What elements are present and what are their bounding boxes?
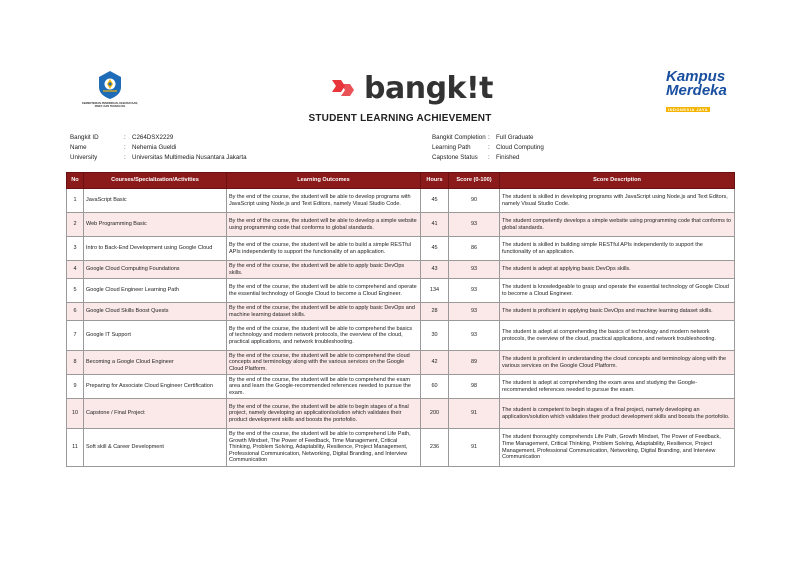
table-row: [67, 261, 735, 279]
cell-outcome: By the end of the course, the student will be able to comprehend the basics of technology and modern network protocols, the overview of the cloud, practical applications, and network troubleshooting.: [227, 321, 421, 351]
info-key: Capstone Status: [432, 153, 478, 161]
cell-course: Intro to Back-End Development using Google Cloud: [84, 237, 227, 261]
header-no: No: [67, 173, 84, 189]
cell-description: The student is adept at comprehending the basics of technology and modern network protocols, the overview of the cloud, practical applications, and network troubleshooting.: [500, 321, 735, 351]
cell-outcome: By the end of the course, the student will be able to comprehend Life Path, Growth Mindset, The Power of Feedback, Time Management, Critical Thinking, Problem Solving, Adaptability, Resilience, Project Management, Professional Communication, Networking, Digital Branding, and Interview Communication: [227, 429, 421, 467]
cell-course: JavaScript Basic: [84, 189, 227, 213]
info-value: Nehemia Gueldi: [132, 143, 177, 151]
cell-no: 1: [67, 189, 84, 213]
table-row: [67, 351, 735, 375]
kampus-logo-line2: Merdeka: [666, 82, 727, 99]
cell-course: Google IT Support: [84, 321, 227, 351]
cell-hours: 43: [421, 261, 449, 279]
cell-score: 93: [449, 321, 500, 351]
cell-score: 90: [449, 189, 500, 213]
cell-score: 91: [449, 399, 500, 429]
ministry-logo: [80, 70, 140, 108]
cell-description: The student is knowledgeable to grasp and operate the essential technology of Google Cloud to become a Cloud Engineer.: [500, 279, 735, 303]
info-row-university: [70, 152, 247, 162]
header-course: Courses/Specialization/Activities: [84, 173, 227, 189]
info-value: Cloud Computing: [496, 143, 544, 151]
info-colon: :: [488, 133, 490, 141]
table-row: [67, 213, 735, 237]
cell-hours: 200: [421, 399, 449, 429]
cell-description: The student competently develops a simple website using programming code that conforms to global standards.: [500, 213, 735, 237]
table-row: [67, 237, 735, 261]
cell-description: The student thoroughly comprehends Life Path, Growth Mindset, The Power of Feedback, Time Management, Critical Thinking, Problem Solving, Adaptability, Resilience, Project Management, Professional Communication, Networking, Digital Branding, and Interview Communication: [500, 429, 735, 467]
ministry-logo-text-line2: RISET, DAN TEKNOLOGI: [94, 105, 126, 109]
info-key: Bangkit ID: [70, 133, 99, 141]
table-row: [67, 375, 735, 399]
achievement-table: [66, 172, 735, 467]
info-value: Full Graduate: [496, 133, 534, 141]
cell-outcome: By the end of the course, the student will be able to apply basic DevOps skills.: [227, 261, 421, 279]
cell-hours: 45: [421, 189, 449, 213]
table-row: [67, 429, 735, 467]
cell-hours: 60: [421, 375, 449, 399]
cell-description: The student is adept at comprehending the exam area and studying the Google-recommended references needed to pursue the exam.: [500, 375, 735, 399]
cell-score: 89: [449, 351, 500, 375]
cell-no: 3: [67, 237, 84, 261]
cell-hours: 30: [421, 321, 449, 351]
info-key: University: [70, 153, 98, 161]
cell-score: 93: [449, 213, 500, 237]
info-key: Learning Path: [432, 143, 471, 151]
cell-outcome: By the end of the course, the student will be able to develop programs with JavaScript using Node.js and Text Editors, namely Visual Studio Code.: [227, 189, 421, 213]
table-header-row: [67, 173, 735, 189]
bangkit-mark-icon: [330, 75, 356, 101]
cell-course: Becoming a Google Cloud Engineer: [84, 351, 227, 375]
cell-course: Soft skill & Career Development: [84, 429, 227, 467]
header-hours: Hours: [421, 173, 449, 189]
cell-hours: 28: [421, 303, 449, 321]
cell-outcome: By the end of the course, the student will be able to comprehend and operate the essential technology of Google Cloud to become a Cloud Engineer.: [227, 279, 421, 303]
info-colon: :: [488, 143, 490, 151]
cell-outcome: By the end of the course, the student will be able to build a simple RESTful APIs independently to support the functionality of an application.: [227, 237, 421, 261]
tut-wuri-handayani-emblem-icon: [97, 70, 123, 100]
kampus-logo-line3: INDONESIA JAYA: [668, 107, 709, 112]
cell-no: 4: [67, 261, 84, 279]
cell-no: 10: [67, 399, 84, 429]
info-row-learning-path: [432, 142, 544, 152]
cell-description: The student is skilled in building simple RESTful APIs independently to support the functionality of an application.: [500, 237, 735, 261]
info-key: Bangkit Completion: [432, 133, 486, 141]
cell-description: The student is adept at applying basic DevOps skills.: [500, 261, 735, 279]
info-value: Finished: [496, 153, 520, 161]
table-row: [67, 321, 735, 351]
cell-no: 2: [67, 213, 84, 237]
header-score: Score (0-100): [449, 173, 500, 189]
cell-description: The student is proficient in applying basic DevOps and machine learning dataset skills.: [500, 303, 735, 321]
bangkit-wordmark: bangk!t: [364, 70, 494, 106]
table-row: [67, 303, 735, 321]
info-row-completion: [432, 132, 544, 142]
cell-description: The student is proficient in understanding the cloud concepts and terminology along with the various services on the Google Cloud Platform.: [500, 351, 735, 375]
cell-no: 11: [67, 429, 84, 467]
cell-course: Google Cloud Engineer Learning Path: [84, 279, 227, 303]
cell-score: 93: [449, 279, 500, 303]
cell-hours: 45: [421, 237, 449, 261]
cell-course: Google Cloud Computing Foundations: [84, 261, 227, 279]
cell-no: 5: [67, 279, 84, 303]
cell-score: 91: [449, 429, 500, 467]
table-row: [67, 189, 735, 213]
cell-course: Google Cloud Skills Boost Quests: [84, 303, 227, 321]
cell-course: Preparing for Associate Cloud Engineer Certification: [84, 375, 227, 399]
cell-outcome: By the end of the course, the student will be able to comprehend the cloud concepts and terminology along with the various services on the Google Cloud Platform.: [227, 351, 421, 375]
info-row-bangkit-id: [70, 132, 247, 142]
cell-outcome: By the end of the course, the student will be able to apply basic DevOps and machine learning dataset skills.: [227, 303, 421, 321]
cell-score: 93: [449, 261, 500, 279]
info-value: Universitas Multimedia Nusantara Jakarta: [132, 153, 247, 161]
cell-no: 8: [67, 351, 84, 375]
header-outcome: Learning Outcomes: [227, 173, 421, 189]
student-info-right: [432, 132, 544, 162]
kampus-merdeka-logo: [666, 70, 736, 116]
info-row-name: [70, 142, 247, 152]
cell-score: 93: [449, 303, 500, 321]
cell-outcome: By the end of the course, the student will be able to begin stages of a final project, namely developing an application/solution which validates their product development skills and boosts the portofolio.: [227, 399, 421, 429]
cell-hours: 41: [421, 213, 449, 237]
cell-course: Web Programming Basic: [84, 213, 227, 237]
cell-score: 86: [449, 237, 500, 261]
page-title: STUDENT LEARNING ACHIEVEMENT: [308, 113, 492, 124]
info-value: C264DSX2229: [132, 133, 174, 141]
cell-description: The student is skilled in developing programs with JavaScript using Node.js and Text Editors, namely Visual Studio Code.: [500, 189, 735, 213]
cell-no: 7: [67, 321, 84, 351]
header-description: Score Description: [500, 173, 735, 189]
cell-outcome: By the end of the course, the student will be able to develop a simple website using programming code that conforms to global standards.: [227, 213, 421, 237]
info-colon: :: [124, 143, 126, 151]
kampus-logo-line1: Kampus: [666, 68, 726, 85]
cell-description: The student is competent to begin stages of a final project, namely developing an application/solution which validates their product development skills and boosts the portofolio.: [500, 399, 735, 429]
table-row: [67, 279, 735, 303]
info-colon: :: [124, 133, 126, 141]
cell-no: 6: [67, 303, 84, 321]
bangkit-logo: [330, 70, 493, 106]
cell-outcome: By the end of the course, the student will be able to comprehend the exam area and learn the Google-recommended references needed to pursue the exam.: [227, 375, 421, 399]
table-row: [67, 399, 735, 429]
info-colon: :: [488, 153, 490, 161]
cell-hours: 134: [421, 279, 449, 303]
info-key: Name: [70, 143, 87, 151]
cell-hours: 42: [421, 351, 449, 375]
cell-no: 9: [67, 375, 84, 399]
ministry-logo-text-line1: KEMENTERIAN PENDIDIKAN, KEBUDAYAAN,: [81, 102, 138, 105]
student-info-left: [70, 132, 247, 162]
cell-course: Capstone / Final Project: [84, 399, 227, 429]
cell-hours: 236: [421, 429, 449, 467]
info-row-capstone-status: [432, 152, 544, 162]
cell-score: 98: [449, 375, 500, 399]
info-colon: :: [124, 153, 126, 161]
